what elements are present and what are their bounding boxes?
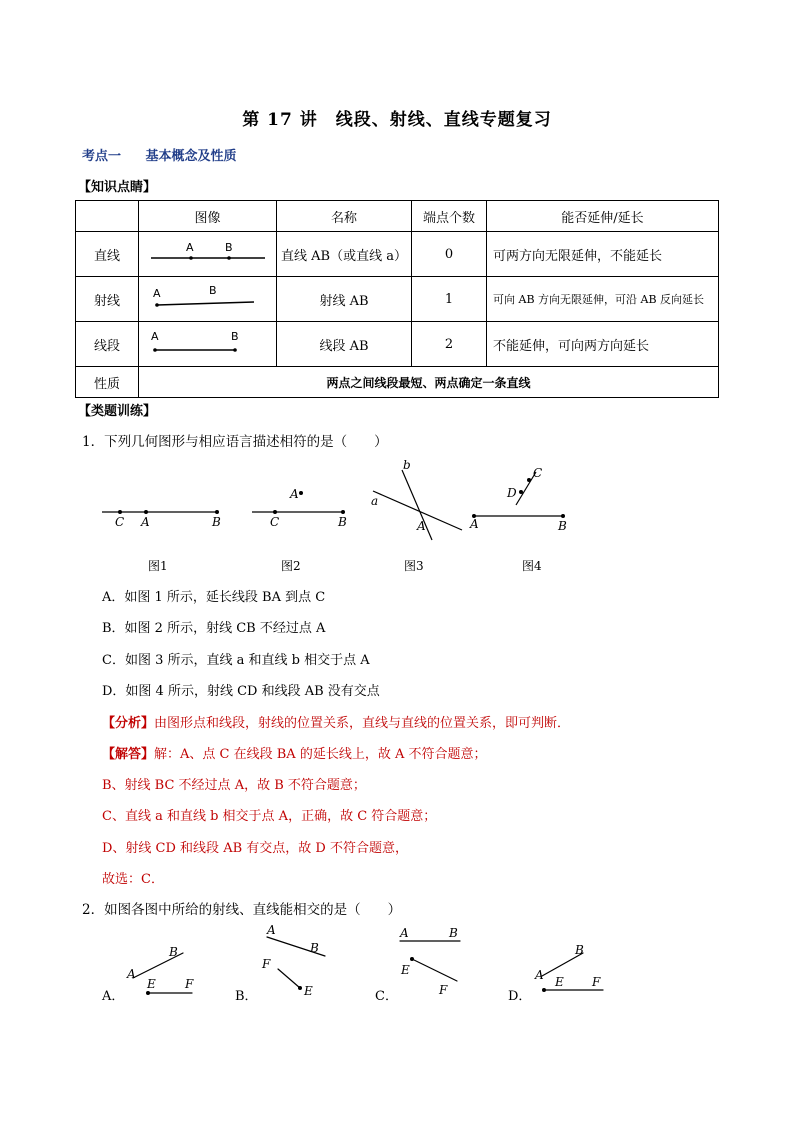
q2-option-a: A．: [102, 989, 125, 1004]
point-label: A: [400, 926, 409, 940]
row-extend: 可两方向无限延伸，不能延长: [487, 232, 719, 277]
point-label: E: [304, 984, 313, 998]
table-header-cell: 图像: [139, 201, 277, 232]
answer-line: B、射线 BC 不经过点 A，故 B 不符合题意；: [102, 778, 366, 793]
row-extend: 不能延伸，可向两方向延长: [487, 322, 719, 367]
analysis-tag: 【分析】: [102, 716, 155, 731]
knowledge-table: [75, 200, 719, 398]
point-label: C: [270, 515, 280, 529]
point-label: A: [290, 487, 299, 501]
point-label: B: [212, 515, 221, 529]
analysis-text: 由图形点和线段，射线的位置关系，直线与直线的位置关系，即可判断．: [154, 716, 571, 731]
q1-option-a: A．如图 1 所示，延长线段 BA 到点 C: [102, 590, 326, 605]
point-label: C: [533, 466, 543, 480]
section-name: 基本概念及性质: [145, 149, 237, 164]
row-endpoints: 1: [412, 277, 487, 322]
q2-option-c: C．: [375, 989, 398, 1004]
point-label: A: [417, 519, 426, 533]
q1-stem: 1．下列几何图形与相应语言描述相符的是（ ）: [82, 434, 388, 450]
point-label: A: [127, 967, 136, 981]
point-label: B: [575, 943, 584, 957]
q2-option-b: B．: [235, 989, 258, 1004]
page-title: 第 17 讲 线段、射线、直线专题复习: [242, 110, 552, 130]
point-label: E: [555, 975, 564, 989]
q1-option-c: C．如图 3 所示，直线 a 和直线 b 相交于点 A: [102, 653, 370, 668]
point-label: B: [231, 330, 239, 343]
point-label: B: [338, 515, 347, 529]
table-row: [76, 322, 719, 367]
q1-figures: [90, 455, 610, 555]
fig-caption: 图1: [148, 559, 168, 573]
point-label: B: [209, 284, 217, 297]
row-endpoints: 2: [412, 322, 487, 367]
point-label: A: [470, 517, 479, 531]
section-label: 考点一: [82, 149, 122, 164]
point-label: D: [507, 486, 517, 500]
fig-caption: 图4: [522, 559, 542, 573]
property-text: 两点之间线段最短、两点确定一条直线: [139, 367, 719, 398]
point-label: A: [267, 923, 276, 937]
q1-analysis: [102, 712, 570, 731]
segment-diagram: [139, 322, 276, 362]
q2-stem: 2．如图各图中所给的射线、直线能相交的是（ ）: [82, 902, 402, 918]
answer-line: D、射线 CD 和线段 AB 有交点，故 D 不符合题意，: [102, 841, 408, 856]
row-type: 直线: [76, 232, 139, 277]
point-label: B: [449, 926, 458, 940]
table-header-cell: 能否延伸/延长: [487, 201, 719, 232]
point-label: F: [262, 957, 271, 971]
table-row: [76, 277, 719, 322]
point-label: E: [147, 977, 156, 991]
ray-figure: [139, 277, 277, 322]
point-label: B: [225, 241, 233, 254]
answer-line: 解：A、点 C 在线段 BA 的延长线上，故 A 不符合题意；: [154, 747, 487, 762]
table-header-cell: 名称: [277, 201, 412, 232]
property-label: 性质: [76, 367, 139, 398]
table-row: [76, 232, 719, 277]
practice-header: 【类题训练】: [78, 404, 157, 419]
point-label: A: [141, 515, 150, 529]
point-label: A: [186, 241, 194, 254]
point-label: A: [535, 968, 544, 982]
point-label: B: [310, 941, 319, 955]
knowledge-header: 【知识点睛】: [78, 180, 157, 195]
row-name: 射线 AB: [277, 277, 412, 322]
point-label: B: [558, 519, 567, 533]
ray-diagram: [139, 277, 276, 317]
answer-tag: 【解答】: [102, 747, 155, 762]
table-header-row: [76, 201, 719, 232]
answer-line: C、直线 a 和直线 b 相交于点 A，正确，故 C 符合题意；: [102, 809, 437, 824]
row-type: 线段: [76, 322, 139, 367]
fig-caption: 图3: [404, 559, 424, 573]
row-name: 线段 AB: [277, 322, 412, 367]
row-extend: 可向 AB 方向无限延伸，可沿 AB 反向延长: [487, 277, 719, 322]
point-label: A: [153, 287, 161, 300]
q1-option-b: B．如图 2 所示，射线 CB 不经过点 A: [102, 621, 326, 636]
row-name: 直线 AB（或直线 a）: [277, 232, 412, 277]
section-heading: [82, 145, 257, 164]
table-row: [76, 367, 719, 398]
row-endpoints: 0: [412, 232, 487, 277]
line-figure: [139, 232, 277, 277]
line-label: b: [403, 458, 411, 472]
point-label: F: [185, 977, 194, 991]
point-label: A: [151, 330, 159, 343]
row-type: 射线: [76, 277, 139, 322]
line-diagram: [139, 232, 276, 272]
point-label: F: [439, 983, 448, 997]
point-label: B: [169, 945, 178, 959]
point-label: E: [401, 963, 410, 977]
q1-answer: [102, 743, 486, 762]
table-header-cell: [76, 201, 139, 232]
table-header-cell: 端点个数: [412, 201, 487, 232]
answer-line: 故选：C．: [102, 872, 164, 887]
q2-figures: [95, 920, 615, 1005]
q1-option-d: D．如图 4 所示，射线 CD 和线段 AB 没有交点: [102, 684, 380, 699]
fig-caption: 图2: [281, 559, 301, 573]
segment-figure: [139, 322, 277, 367]
line-label: a: [371, 494, 379, 508]
point-label: F: [592, 975, 601, 989]
point-label: C: [115, 515, 125, 529]
q2-option-d: D．: [508, 989, 532, 1004]
